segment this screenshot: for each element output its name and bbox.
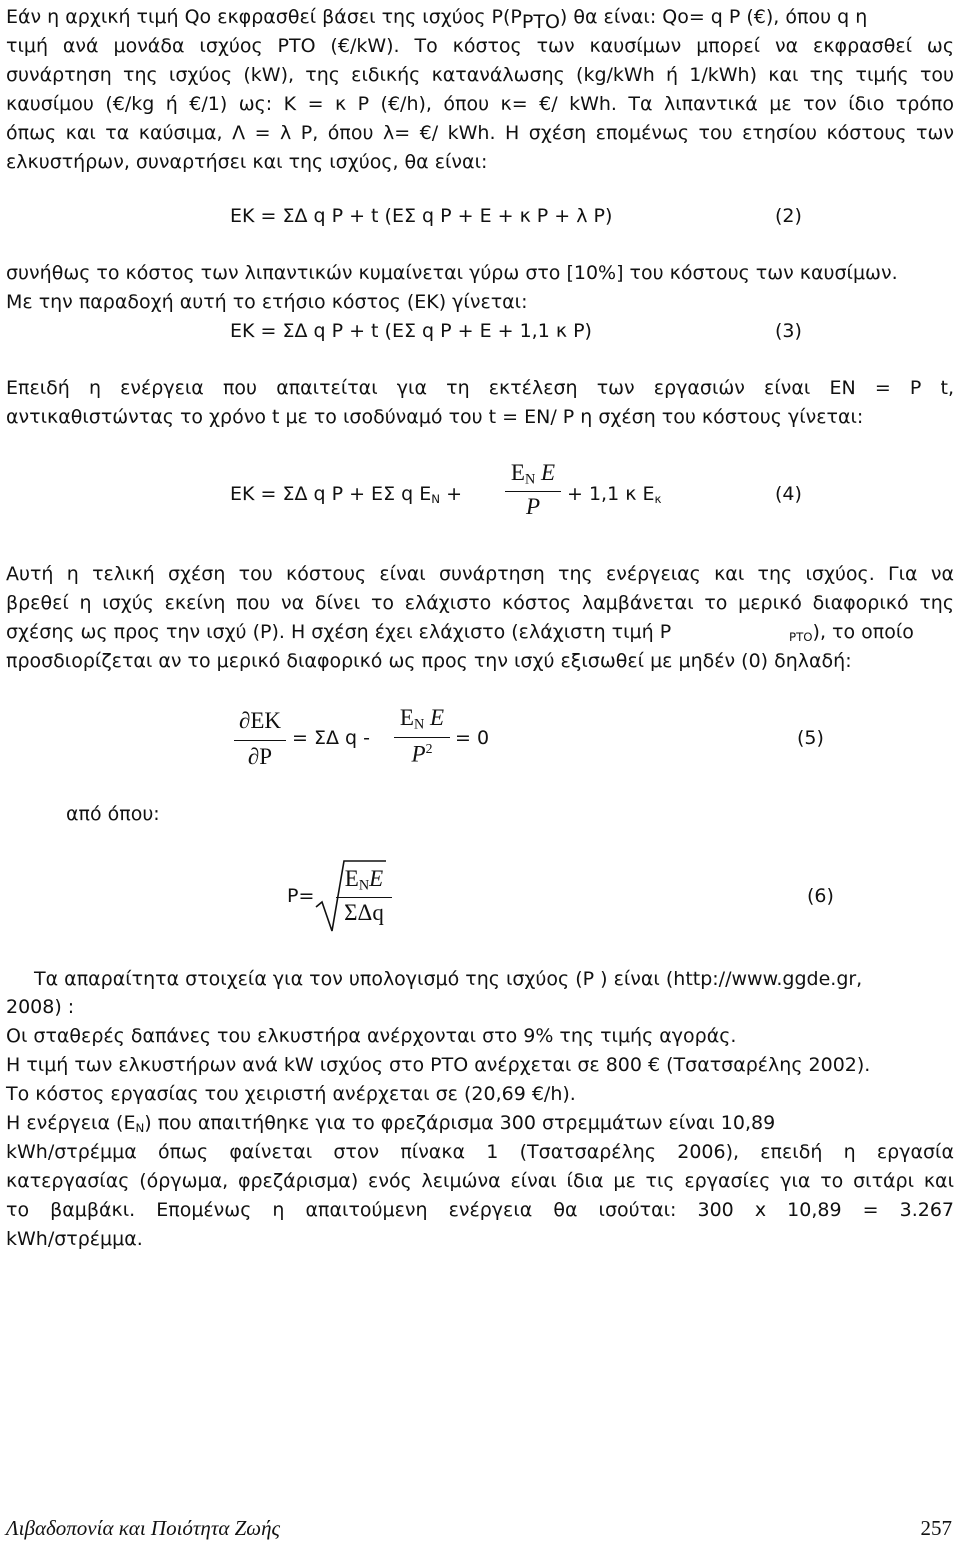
footer-title: Λιβαδοπονία και Ποιότητα Ζωής (6, 1516, 281, 1540)
para3-line1: Επειδή η ενέργεια που απαιτείται για τη εκτέλεση των εργασιών είναι ΕΝ = P t, (6, 377, 954, 399)
equation-2: ΕΚ = ΣΔ q P + t (ΕΣ q P + E + κ P + λ P) (230, 205, 613, 227)
para4-line4: προσδιορίζεται αν το μερικό διαφορικό ως προς την ισχύ εξισωθεί με μηδέν (0) δηλαδή: (6, 650, 852, 672)
para5-line4: Η τιμή των ελκυστήρων ανά kW ισχύος στο PTO ανέρχεται σε 800 € (Τσατσαρέλης 2002). (6, 1054, 871, 1076)
para5-line3: Οι σταθερές δαπάνες του ελκυστήρα ανέρχονται στο 9% της τιμής αγοράς. (6, 1025, 737, 1047)
equation-3-number: (3) (775, 320, 802, 342)
equation-6-fraction: $E_NE$ ΣΔq (336, 866, 392, 932)
equation-5-rhs: = 0 (455, 727, 490, 749)
equation-4-rhs: + 1,1 κ $E_\kappa$ (567, 483, 662, 506)
para1-line3: συνάρτηση της ισχύος (kW), της ειδικής κατανάλωσης (kg/kWh ή 1/kWh) και της τιμής του (6, 64, 954, 86)
para1-line6: ελκυστήρων, συναρτήσει και της ισχύος, θα είναι: (6, 151, 488, 173)
para5-line9: το βαμβάκι. Επομένως η απαιτούμενη ενέργεια θα ισούται: 300 x 10,89 = 3.267 (6, 1199, 954, 1221)
para5-line10: kWh/στρέμμα. (6, 1228, 143, 1250)
para5-line5: Το κόστος εργασίας του χειριστή ανέρχεται σε (20,69 €/h). (6, 1083, 576, 1105)
para4-line2: βρεθεί η ισχύς εκείνη που να δίνει το ελάχιστο κόστος λαμβάνεται το μερικό διαφορικό της (6, 592, 954, 614)
equation-4-fraction: $E_N$ E P (505, 460, 561, 524)
para4-line1: Αυτή η τελική σχέση του κόστους είναι συνάρτηση της ενέργειας και της ισχύος. Για να (6, 563, 954, 585)
equation-3: ΕΚ = ΣΔ q P + t (ΕΣ q P + E + 1,1 κ P) (230, 320, 592, 342)
equation-5-number: (5) (797, 727, 824, 749)
page-number: 257 (920, 1516, 952, 1540)
equation-2-number: (2) (775, 205, 802, 227)
equation-6-number: (6) (807, 885, 834, 907)
para1-line2: τιμή ανά μονάδα ισχύος PTO (€/kW). Το κόστος των καυσίμων μπορεί να εκφρασθεί ως (6, 35, 954, 57)
para2-line2: Με την παραδοχή αυτή το ετήσιο κόστος (ΕΚ) γίνεται: (6, 291, 528, 313)
equation-4-number: (4) (775, 483, 802, 505)
equation-5-derivative: ∂ΕΚ ∂P (234, 708, 286, 774)
para1-line1: Εάν η αρχική τιμή Qo εκφρασθεί βάσει της ισχύος $P(P_{PTO})$ θα είναι: Qo= q P (€), όπου q η (6, 6, 868, 33)
para5-line7: kWh/στρέμμα όπως φαίνεται στον πίνακα 1 (Τσατσαρέλης 2006), επειδή η εργασία (6, 1141, 954, 1163)
para1-line4: καυσίμου (€/kg ή €/1) ως: Κ = κ P (€/h), όπου κ= €/ kWh. Τα λιπαντικά με τον ίδιο τρόπο (6, 93, 954, 115)
para1-line5: όπως και τα καύσιμα, Λ = λ P, όπου λ= €/ kWh. Η σχέση επομένως του ετησίου κόστους των (6, 122, 954, 144)
para3-line2: αντικαθιστώντας το χρόνο t με το ισοδύναμό του t = ΕΝ/ P η σχέση του κόστους γίνεται: (6, 406, 864, 428)
equation-4-lhs: ΕΚ = ΣΔ q P + ΕΣ q $E_N$ + (230, 483, 462, 506)
para5-line8: κατεργασίας (όργωμα, φρεζάρισμα) ενός λειμώνα είναι ίδια με τις εργασίες για το σιτάρι και (6, 1170, 954, 1192)
para4-line3-end: $_{PTO}$), το οποίο (789, 621, 914, 644)
para4-line3: σχέσης ως προς την ισχύ (P). Η σχέση έχει ελάχιστο (ελάχιστη τιμή P (6, 621, 672, 643)
para5-line1: Τα απαραίτητα στοιχεία για τον υπολογισμό της ισχύος (P ) είναι (http://www.ggde.gr, (34, 968, 863, 990)
from-where-label: από όπου: (66, 803, 160, 825)
para5-line6: Η ενέργεια $(E_N)$ που απαιτήθηκε για το φρεζάρισμα 300 στρεμμάτων είναι 10,89 (6, 1112, 776, 1135)
equation-6-lhs: P= (287, 885, 315, 907)
equation-5-fraction: $E_N$ E $P^2$ (394, 705, 450, 771)
equation-5-middle: = ΣΔ q - (292, 727, 370, 749)
para5-line2: 2008) : (6, 996, 75, 1018)
para2-line1: συνήθως το κόστος των λιπαντικών κυμαίνεται γύρω στο [10%] του κόστους των καυσίμων. (6, 262, 898, 284)
